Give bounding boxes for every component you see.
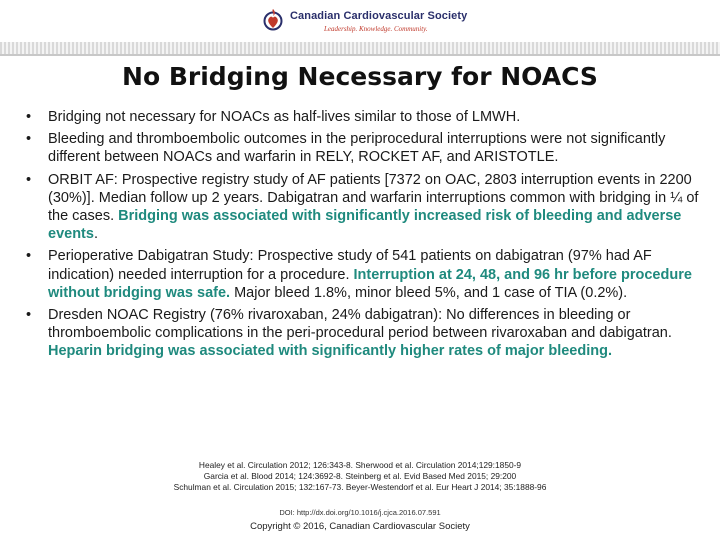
bullet-text-after: . [93, 226, 98, 243]
bullet-text: Perioperative Dabigatran Study: Prospective study of 541 patients on dabigatran (97% had AF indication) needed interruption for a procedure. [48, 248, 652, 283]
reference-line: Schulman et al. Circulation 2015; 132:167-73. Beyer-Westendorf et al. Eur Heart J 2014; 35:1888-96 [173, 482, 547, 492]
bullet-text-after: Major bleed 1.8%, minor bleed 5%, and 1 case of TIA (0.2%). [230, 284, 628, 301]
header [0, 0, 720, 42]
society-logo [262, 6, 468, 36]
copyright-notice: Copyright © 2016, Canadian Cardiovascular Society [250, 521, 470, 532]
bullet-dot: • [26, 307, 32, 324]
org-tagline: Leadership. Knowledge. Community. [324, 25, 428, 33]
bullet-highlight: Bridging was associated with significantly increased risk of bleeding and adverse events [48, 208, 682, 243]
heart-flame-icon [262, 8, 284, 32]
bullet-dot: • [26, 171, 32, 188]
references [0, 460, 720, 493]
bullet-item [18, 171, 708, 244]
bullet-list [18, 108, 708, 365]
bullet-text: Bridging not necessary for NOACs as half-lives similar to those of LMWH. [48, 109, 521, 125]
bullet-item [18, 247, 708, 302]
bullet-text: Dresden NOAC Registry (76% rivaroxaban, 24% dabigatran): No differences in bleeding or thromboembolic complications in the peri-procedural period between rivaroxaban and dabigatran. [48, 307, 672, 342]
reference-line: Garcia et al. Blood 2014; 124:3692-8. Steinberg et al. Evid Based Med 2015; 29:200 [203, 471, 517, 481]
bullet-dot: • [26, 248, 32, 265]
org-name: Canadian Cardiovascular Society [290, 10, 468, 22]
header-stripe-divider [0, 42, 720, 56]
bullet-dot: • [26, 131, 32, 148]
reference-line: Healey et al. Circulation 2012; 126:343-8. Sherwood et al. Circulation 2014;129:1850-9 [198, 460, 522, 470]
bullet-item [18, 130, 708, 166]
bullet-highlight: Heparin bridging was associated with significantly higher rates of major bleeding. [48, 343, 612, 360]
bullet-item [18, 108, 708, 126]
bullet-dot: • [26, 109, 32, 125]
slide-title: No Bridging Necessary for NOACS [122, 62, 598, 91]
bullet-highlight: Interruption at 24, 48, and 96 hr before procedure without bridging was safe. [48, 266, 692, 301]
bullet-text: ORBIT AF: Prospective registry study of AF patients [7372 on OAC, 2803 interruption events in 2200 (30%)]. Median follow up 2 years. Dabigatran and warfarin interruptions common with bridging in ¼ of the cases. [48, 171, 699, 225]
bullet-item [18, 306, 708, 361]
bullet-text: Bleeding and thromboembolic outcomes in the periprocedural interruptions were not significantly different between NOACs and warfarin in RELY, ROCKET AF, and ARISTOTLE. [48, 131, 666, 166]
doi-link[interactable]: DOI: http://dx.doi.org/10.1016/j.cjca.2016.07.591 [279, 508, 441, 517]
